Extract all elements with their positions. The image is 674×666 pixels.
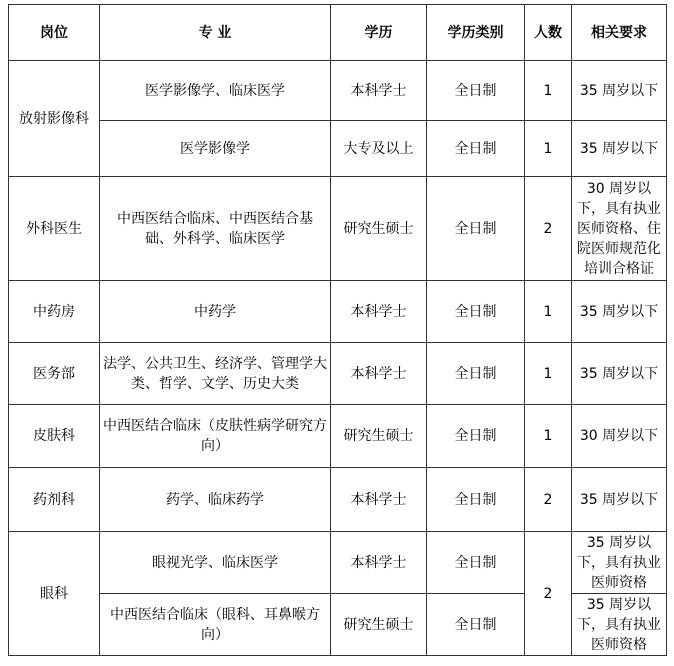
major-text: 中西医结合临床（皮肤性病学研究方向） bbox=[103, 418, 327, 454]
education-cell: 研究生硕士 bbox=[331, 177, 427, 281]
major-cell: 中药学 bbox=[100, 281, 331, 343]
header-major: 专 业 bbox=[100, 5, 331, 61]
count-cell: 2 bbox=[525, 177, 572, 281]
table-row bbox=[9, 468, 667, 532]
header-position: 岗位 bbox=[9, 5, 100, 61]
education-cell: 本科学士 bbox=[331, 343, 427, 405]
requirements-cell: 35 周岁以下 bbox=[572, 281, 667, 343]
education-cell: 本科学士 bbox=[331, 281, 427, 343]
edu-type-cell: 全日制 bbox=[427, 121, 525, 177]
edu-type-cell: 全日制 bbox=[427, 281, 525, 343]
table-row bbox=[9, 121, 667, 177]
major-text: 法学、公共卫生、经济学、管理学大类、哲学、文学、历史大类 bbox=[103, 355, 327, 392]
major-cell: 药学、临床药学 bbox=[100, 468, 331, 532]
requirements-text: 35 周岁以下，具有执业医师资格 bbox=[577, 534, 661, 591]
recruitment-table bbox=[8, 4, 667, 656]
count-cell: 1 bbox=[525, 61, 572, 121]
requirements-cell: 30 周岁以下 bbox=[572, 405, 667, 468]
position-cell: 放射影像科 bbox=[9, 61, 100, 177]
education-cell: 研究生硕士 bbox=[331, 594, 427, 656]
position-cell: 药剂科 bbox=[9, 468, 100, 532]
requirements-cell: 35 周岁以下 bbox=[572, 468, 667, 532]
position-cell: 眼科 bbox=[9, 532, 100, 656]
major-cell: 医学影像学、临床医学 bbox=[100, 61, 331, 121]
table-row bbox=[9, 532, 667, 594]
requirements-cell bbox=[572, 532, 667, 594]
major-cell bbox=[100, 405, 331, 468]
edu-type-cell: 全日制 bbox=[427, 61, 525, 121]
header-count: 人数 bbox=[525, 5, 572, 61]
table-row bbox=[9, 405, 667, 468]
edu-type-cell: 全日制 bbox=[427, 468, 525, 532]
count-cell: 2 bbox=[525, 532, 572, 656]
header-education: 学历 bbox=[331, 5, 427, 61]
requirements-cell bbox=[572, 177, 667, 281]
edu-type-cell: 全日制 bbox=[427, 405, 525, 468]
major-text: 中西医结合临床（眼科、耳鼻喉方向） bbox=[110, 606, 320, 643]
major-cell bbox=[100, 177, 331, 281]
edu-type-cell: 全日制 bbox=[427, 532, 525, 594]
major-cell: 医学影像学 bbox=[100, 121, 331, 177]
edu-type-cell: 全日制 bbox=[427, 594, 525, 656]
requirements-cell: 35 周岁以下 bbox=[572, 343, 667, 405]
requirements-cell bbox=[572, 594, 667, 656]
major-cell bbox=[100, 343, 331, 405]
count-cell: 2 bbox=[525, 468, 572, 532]
count-cell: 1 bbox=[525, 121, 572, 177]
header-requirements: 相关要求 bbox=[572, 5, 667, 61]
major-cell bbox=[100, 594, 331, 656]
table-row bbox=[9, 281, 667, 343]
education-cell: 本科学士 bbox=[331, 532, 427, 594]
table-row bbox=[9, 177, 667, 281]
education-cell: 大专及以上 bbox=[331, 121, 427, 177]
position-cell: 中药房 bbox=[9, 281, 100, 343]
header-row bbox=[9, 5, 667, 61]
education-cell: 研究生硕士 bbox=[331, 405, 427, 468]
count-cell: 1 bbox=[525, 343, 572, 405]
header-edu-type: 学历类别 bbox=[427, 5, 525, 61]
requirements-cell: 35 周岁以下 bbox=[572, 61, 667, 121]
requirements-text: 35 周岁以下，具有执业医师资格 bbox=[577, 596, 661, 653]
count-cell: 1 bbox=[525, 405, 572, 468]
table-row bbox=[9, 61, 667, 121]
edu-type-cell: 全日制 bbox=[427, 177, 525, 281]
count-cell: 1 bbox=[525, 281, 572, 343]
requirements-text: 30 周岁以下，具有执业医师资格、住院医师规范化培训合格证 bbox=[577, 180, 661, 277]
position-cell: 外科医生 bbox=[9, 177, 100, 281]
recruitment-table-container bbox=[8, 4, 667, 656]
position-cell: 皮肤科 bbox=[9, 405, 100, 468]
education-cell: 本科学士 bbox=[331, 61, 427, 121]
position-cell: 医务部 bbox=[9, 343, 100, 405]
education-cell: 本科学士 bbox=[331, 468, 427, 532]
major-text: 中西医结合临床、中西医结合基础、外科学、临床医学 bbox=[117, 210, 313, 247]
table-row bbox=[9, 343, 667, 405]
edu-type-cell: 全日制 bbox=[427, 343, 525, 405]
major-cell: 眼视光学、临床医学 bbox=[100, 532, 331, 594]
requirements-cell: 35 周岁以下 bbox=[572, 121, 667, 177]
